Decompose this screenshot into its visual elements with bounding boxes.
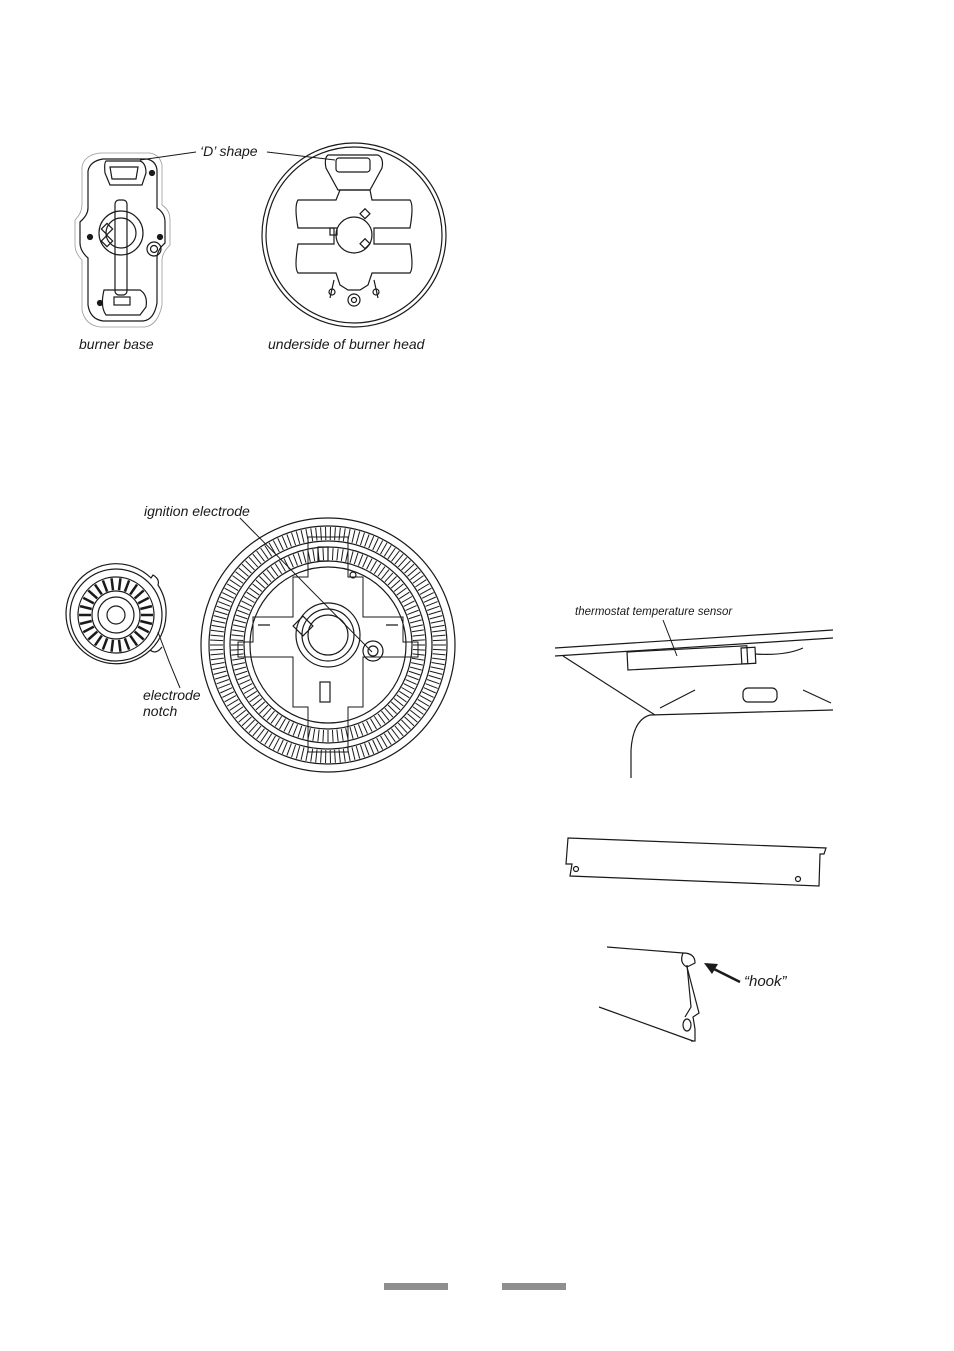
electrode-notch-label-line2: notch bbox=[143, 703, 178, 719]
footer-bar-left bbox=[384, 1283, 448, 1290]
burner-base-caption: burner base bbox=[79, 336, 154, 352]
thermostat-sensor-drawing bbox=[555, 620, 840, 785]
d-shape-label: ‘D’ shape bbox=[200, 143, 258, 159]
footer-bar-right bbox=[502, 1283, 566, 1290]
burner-head-caption: underside of burner head bbox=[268, 336, 425, 352]
ignition-electrode-label: ignition electrode bbox=[144, 503, 250, 519]
hook-arrow-icon bbox=[700, 958, 745, 988]
flat-panel-drawing bbox=[562, 836, 832, 892]
electrode-notch-label-line1: electrode bbox=[143, 687, 201, 703]
hook-label: “hook” bbox=[744, 973, 787, 990]
thermostat-sensor-label: thermostat temperature sensor bbox=[575, 606, 733, 618]
